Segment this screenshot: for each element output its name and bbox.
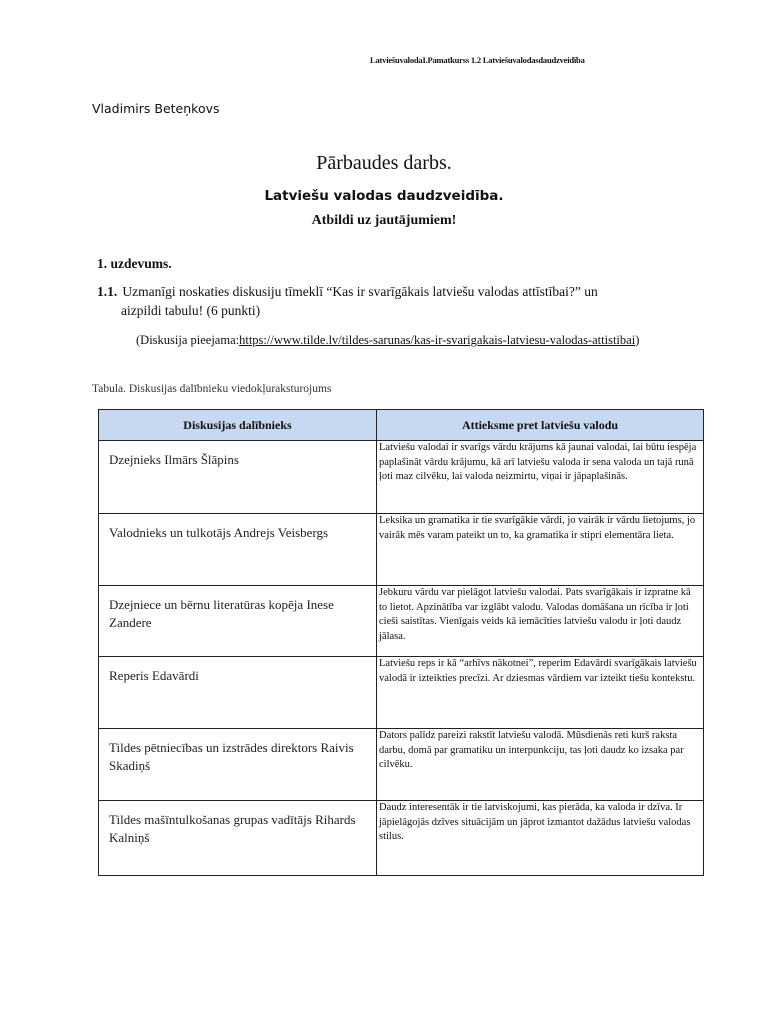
task-item xyxy=(97,282,657,320)
opinion-cell: Latviešu reps ir kā “arhīvs nākotnei”, reperim Edavārdi svarīgākais latviešu valodā ir izteikties precīzi. Ar dziesmas vārdiem var izteikt tiešu kontekstu. xyxy=(377,657,704,729)
table-row xyxy=(99,657,704,729)
header-participant: Diskusijas dalībnieks xyxy=(99,410,377,441)
task-item-text-line1: Uzmanīgi noskaties diskusiju tīmeklī “Kas ir svarīgākais latviešu valodas attīstībai?” un xyxy=(122,284,598,299)
opinion-cell: Leksika un gramatika ir tie svarīgākie vārdi, jo vairāk ir vārdu lietojums, jo vairāk mēs varam pateikt un to, ka gramatika ir stipri elementāra lieta. xyxy=(377,514,704,586)
page-title: Pārbaudes darbs. xyxy=(316,152,452,174)
participant-cell: Dzejnieks Ilmārs Šlāpins xyxy=(99,441,377,514)
task-heading: 1. uzdevums. xyxy=(97,256,172,271)
table-header-row xyxy=(99,410,704,441)
opinion-cell: Dators palīdz pareizi rakstīt latviešu valodā. Mūsdienās reti kurš raksta darbu, domā par gramatiku un interpunkciju, tas ļoti daudz ko izsaka par cilvēku. xyxy=(377,729,704,801)
opinions-table xyxy=(98,409,704,876)
opinion-cell: Latviešu valodai ir svarīgs vārdu krājums kā jaunai valodai, lai būtu iespēja paplašināt vārdu krājumu, kā arī latviešu valoda ir sena valoda un tajā runā ļoti maz cilvēku, lai valoda neizmirtu, viņai ir jāpaplašinās. xyxy=(377,441,704,514)
discussion-prefix: (Diskusija pieejama: xyxy=(136,333,240,347)
table-row xyxy=(99,441,704,514)
table-row xyxy=(99,586,704,657)
participant-cell: Tildes mašīntulkošanas grupas vadītājs Rihards Kalniņš xyxy=(99,801,377,876)
task-item-number: 1.1. xyxy=(97,284,118,299)
task-item-text-line2: aizpildi tabulu! (6 punkti) xyxy=(121,303,261,318)
table-caption: Tabula. Diskusijas dalībnieku viedokļuraksturojums xyxy=(92,383,332,395)
author-name: Vladimirs Beteņkovs xyxy=(92,101,220,116)
table-row xyxy=(99,514,704,586)
participant-cell: Reperis Edavārdi xyxy=(99,657,377,729)
page-subtitle: Latviešu valodas daudzveidība. xyxy=(264,188,504,204)
discussion-reference xyxy=(136,333,639,348)
instruction-text: Atbildi uz jautājumiem! xyxy=(311,213,457,228)
participant-cell: Tildes pētniecības un izstrādes direktors Raivis Skadiņš xyxy=(99,729,377,801)
participant-cell: Dzejniece un bērnu literatūras kopēja Inese Zandere xyxy=(99,586,377,657)
running-header: LatviešuvalodaI.Pamatkurss 1.2 Latviešuvalodasdaudzveidība xyxy=(370,55,585,65)
participant-cell: Valodnieks un tulkotājs Andrejs Veisbergs xyxy=(99,514,377,586)
discussion-link[interactable]: https://www.tilde.lv/tildes-sarunas/kas-ir-svarigakais-latviesu-valodas-attistibai xyxy=(239,333,636,347)
header-attitude: Attieksme pret latviešu valodu xyxy=(377,410,704,441)
opinion-cell: Daudz interesentāk ir tie latviskojumi, kas pierāda, ka valoda ir dzīva. Ir jāpielāgojās dzīves situācijām un jāprot izmantot dažādus latviešu valodas stilus. xyxy=(377,801,704,876)
table-row xyxy=(99,801,704,876)
discussion-suffix: ) xyxy=(635,333,640,347)
table-row xyxy=(99,729,704,801)
opinion-cell: Jebkuru vārdu var pielāgot latviešu valodai. Pats svarīgākais ir izpratne kā to lietot. Apzinātība var izglābt valodu. Valodas domāšana un rīcība ir ļoti cieši saistītas. Vienīgais veids kā iemācīties latviešu valodu ir ļoti daudz jālasa. xyxy=(377,586,704,657)
